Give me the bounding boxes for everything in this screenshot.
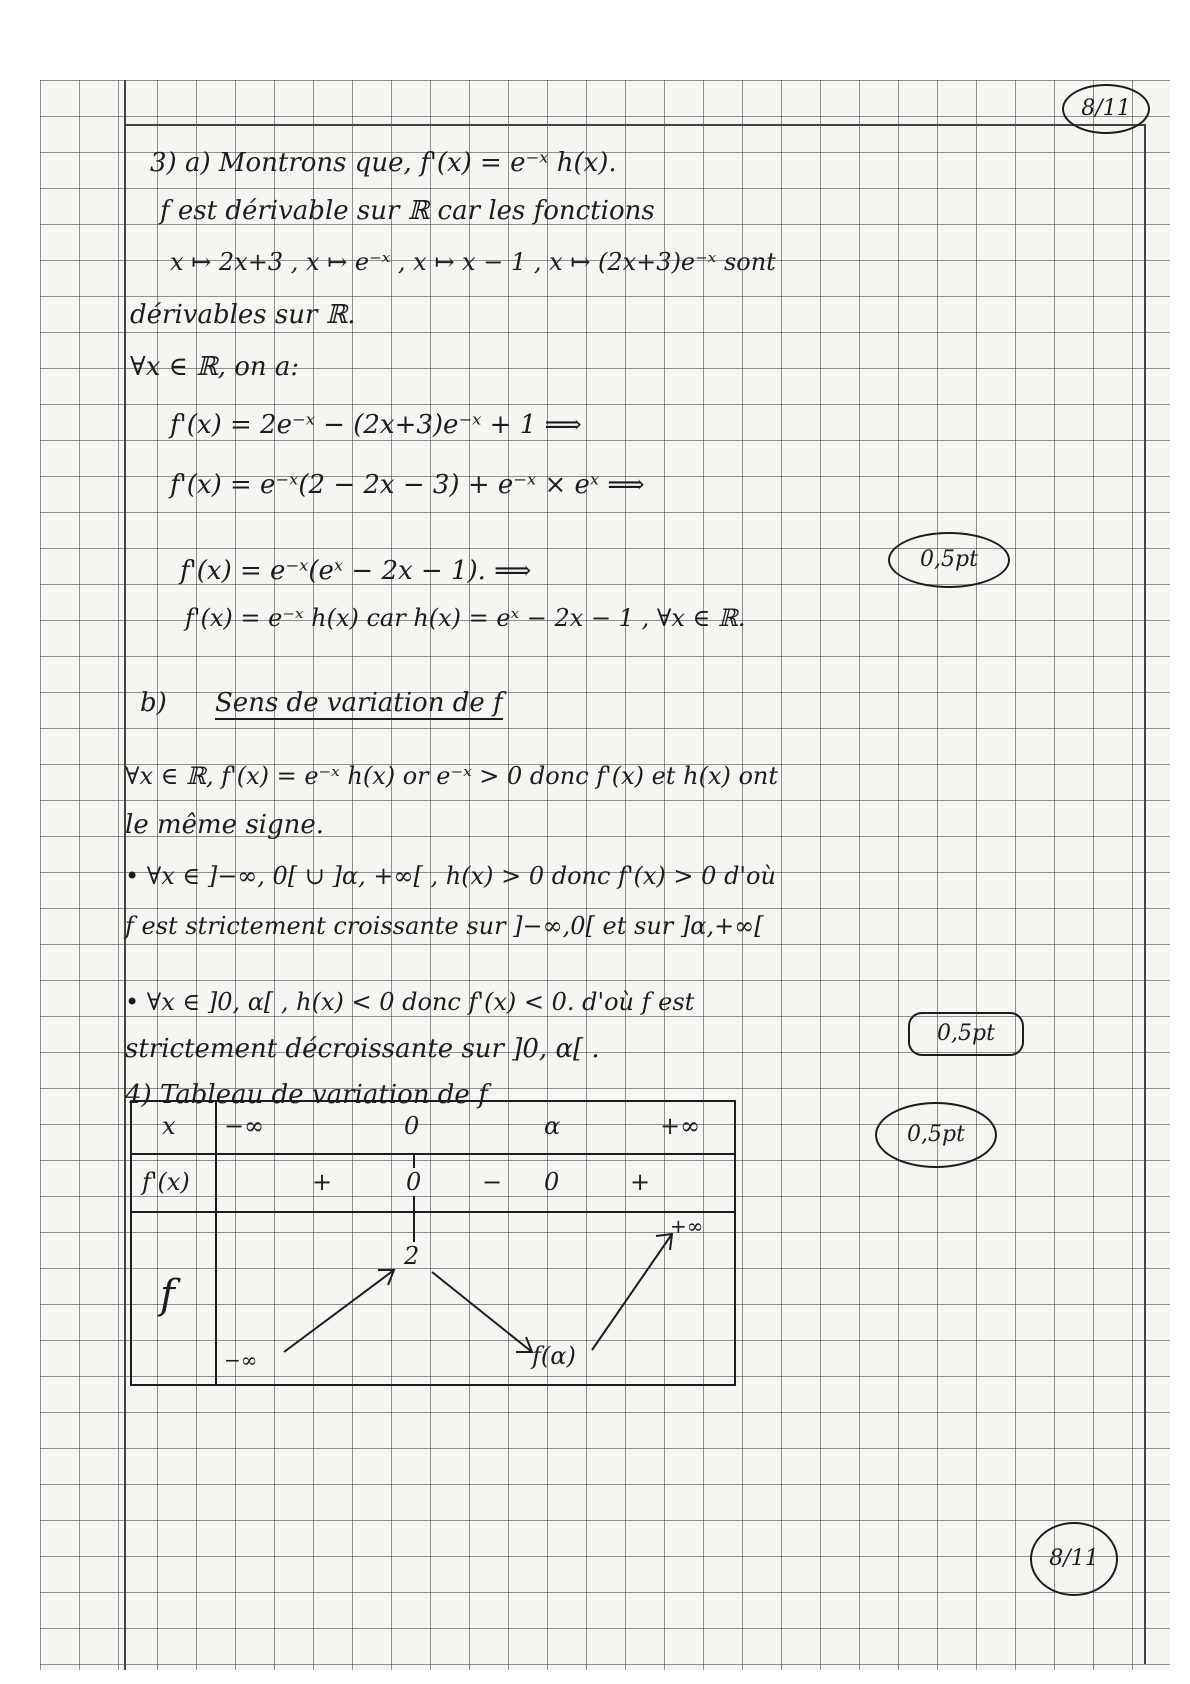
line-same-sign: le même signe. bbox=[125, 810, 325, 840]
line-part-b-prefix: b) bbox=[140, 688, 167, 718]
line-question-3a: 3) a) Montrons que, f'(x) = e⁻ˣ h(x). bbox=[150, 148, 617, 178]
row-label-x: x bbox=[162, 1112, 176, 1140]
line-derivative-step-2: f'(x) = e⁻ˣ(2 − 2x − 3) + e⁻ˣ × eˣ ⟹ bbox=[170, 470, 645, 500]
score-badge-1: 0,5pt bbox=[888, 532, 1010, 588]
x-value-plus-infinity: +∞ bbox=[660, 1112, 701, 1140]
x-value-zero: 0 bbox=[404, 1112, 420, 1140]
line-negative-interval: • ∀x ∈ ]0, α[ , h(x) < 0 donc f'(x) < 0. d'où f est bbox=[125, 988, 695, 1016]
variation-table-lines bbox=[132, 1102, 734, 1384]
f-value-minus-infinity: −∞ bbox=[224, 1348, 258, 1372]
sign-plus-1: + bbox=[312, 1168, 333, 1196]
line-sign-argument: ∀x ∈ ℝ, f'(x) = e⁻ˣ h(x) or e⁻ˣ > 0 donc f'(x) et h(x) ont bbox=[125, 762, 779, 790]
sign-plus-2: + bbox=[630, 1168, 651, 1196]
line-derivables-sur-r: dérivables sur ℝ. bbox=[130, 300, 356, 330]
sign-zero-1: 0 bbox=[406, 1168, 422, 1196]
x-value-alpha: α bbox=[544, 1112, 561, 1140]
line-derivative-step-1: f'(x) = 2e⁻ˣ − (2x+3)e⁻ˣ + 1 ⟹ bbox=[170, 410, 582, 440]
row-label-fprime: f'(x) bbox=[142, 1168, 190, 1196]
page-number-top: 8/11 bbox=[1062, 84, 1150, 134]
line-question-4: 4) Tableau de variation de f bbox=[125, 1080, 488, 1110]
page-number-bottom: 8/11 bbox=[1030, 1522, 1118, 1596]
row-label-f: f bbox=[160, 1272, 175, 1318]
line-positive-interval: • ∀x ∈ ]−∞, 0[ ∪ ]α, +∞[ , h(x) > 0 donc f'(x) > 0 d'où bbox=[125, 862, 776, 890]
variation-table bbox=[130, 1100, 736, 1386]
score-badge-2: 0,5pt bbox=[908, 1012, 1024, 1056]
line-decreasing: strictement décroissante sur ]0, α[ . bbox=[125, 1034, 600, 1064]
x-value-minus-infinity: −∞ bbox=[224, 1112, 265, 1140]
score-badge-3: 0,5pt bbox=[875, 1102, 997, 1168]
line-part-b-title: Sens de variation de f bbox=[215, 688, 503, 718]
sign-zero-2: 0 bbox=[544, 1168, 560, 1196]
line-for-all-x: ∀x ∈ ℝ, on a: bbox=[130, 352, 300, 382]
arrow-decreasing bbox=[432, 1272, 532, 1352]
line-derivative-result: f'(x) = e⁻ˣ h(x) car h(x) = eˣ − 2x − 1 , ∀x ∈ ℝ. bbox=[185, 604, 746, 632]
f-value-f-alpha: f(α) bbox=[532, 1342, 576, 1370]
sign-minus: − bbox=[482, 1168, 503, 1196]
right-border-line bbox=[1144, 124, 1146, 1664]
f-value-two: 2 bbox=[404, 1242, 420, 1270]
line-functions: x ↦ 2x+3 , x ↦ e⁻ˣ , x ↦ x − 1 , x ↦ (2x+3)e⁻ˣ sont bbox=[170, 248, 776, 276]
header-line bbox=[124, 124, 1144, 126]
line-derivative-step-3: f'(x) = e⁻ˣ(eˣ − 2x − 1). ⟹ bbox=[180, 556, 532, 586]
arrow-increasing-2 bbox=[592, 1234, 672, 1350]
arrow-increasing-1 bbox=[284, 1270, 394, 1352]
f-value-plus-infinity: +∞ bbox=[670, 1214, 704, 1238]
line-derivable: f est dérivable sur ℝ car les fonctions bbox=[160, 196, 655, 226]
line-increasing: f est strictement croissante sur ]−∞,0[ et sur ]α,+∞[ bbox=[125, 912, 764, 940]
